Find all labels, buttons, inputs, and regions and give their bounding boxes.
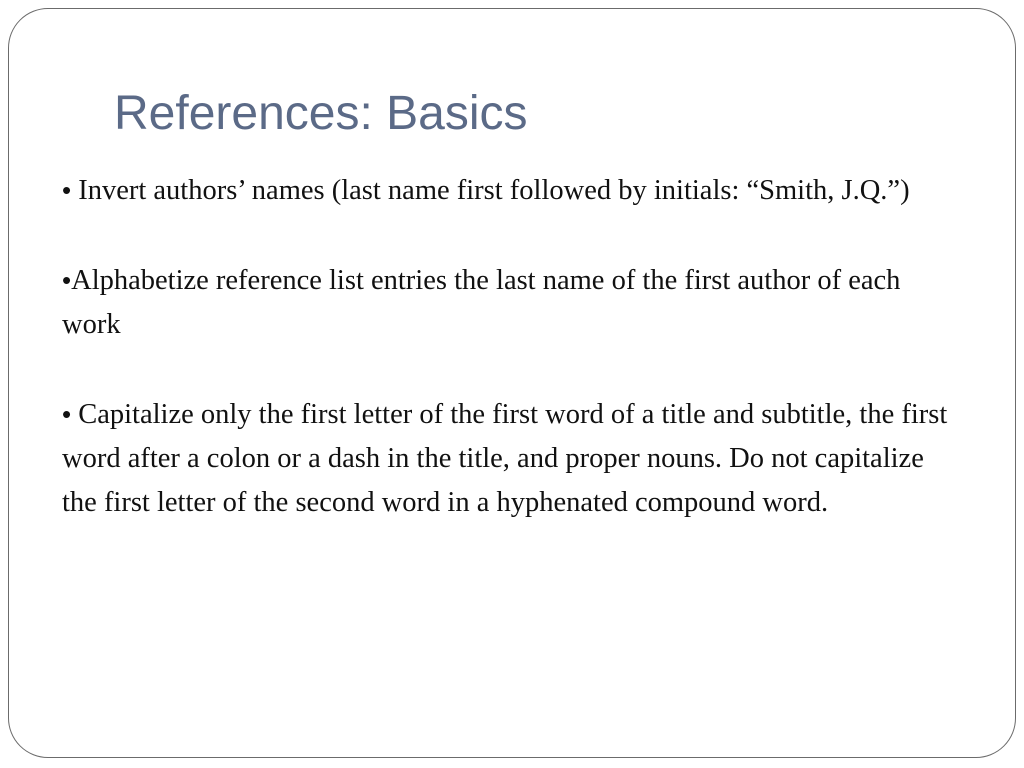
bullet-item-invert-names <box>62 168 962 213</box>
bullet-list <box>62 168 962 525</box>
bullet-item-capitalize <box>62 392 962 525</box>
slide-title: References: Basics <box>114 87 528 140</box>
bullet-icon: • <box>62 175 72 205</box>
bullet-text: Invert authors’ names (last name first followed by initials: “Smith, J.Q.”) <box>71 175 910 206</box>
bullet-icon: • <box>62 399 72 429</box>
bullet-item-alphabetize <box>62 258 962 347</box>
bullet-text: Alphabetize reference list entries the last name of the first author of each work <box>62 265 901 340</box>
bullet-icon: • <box>62 265 72 295</box>
bullet-text: Capitalize only the first letter of the first word of a title and subtitle, the first word after a colon or a dash in the title, and proper nouns. Do not capitalize the first letter of the second word in a hyphenated compound word. <box>62 399 948 518</box>
